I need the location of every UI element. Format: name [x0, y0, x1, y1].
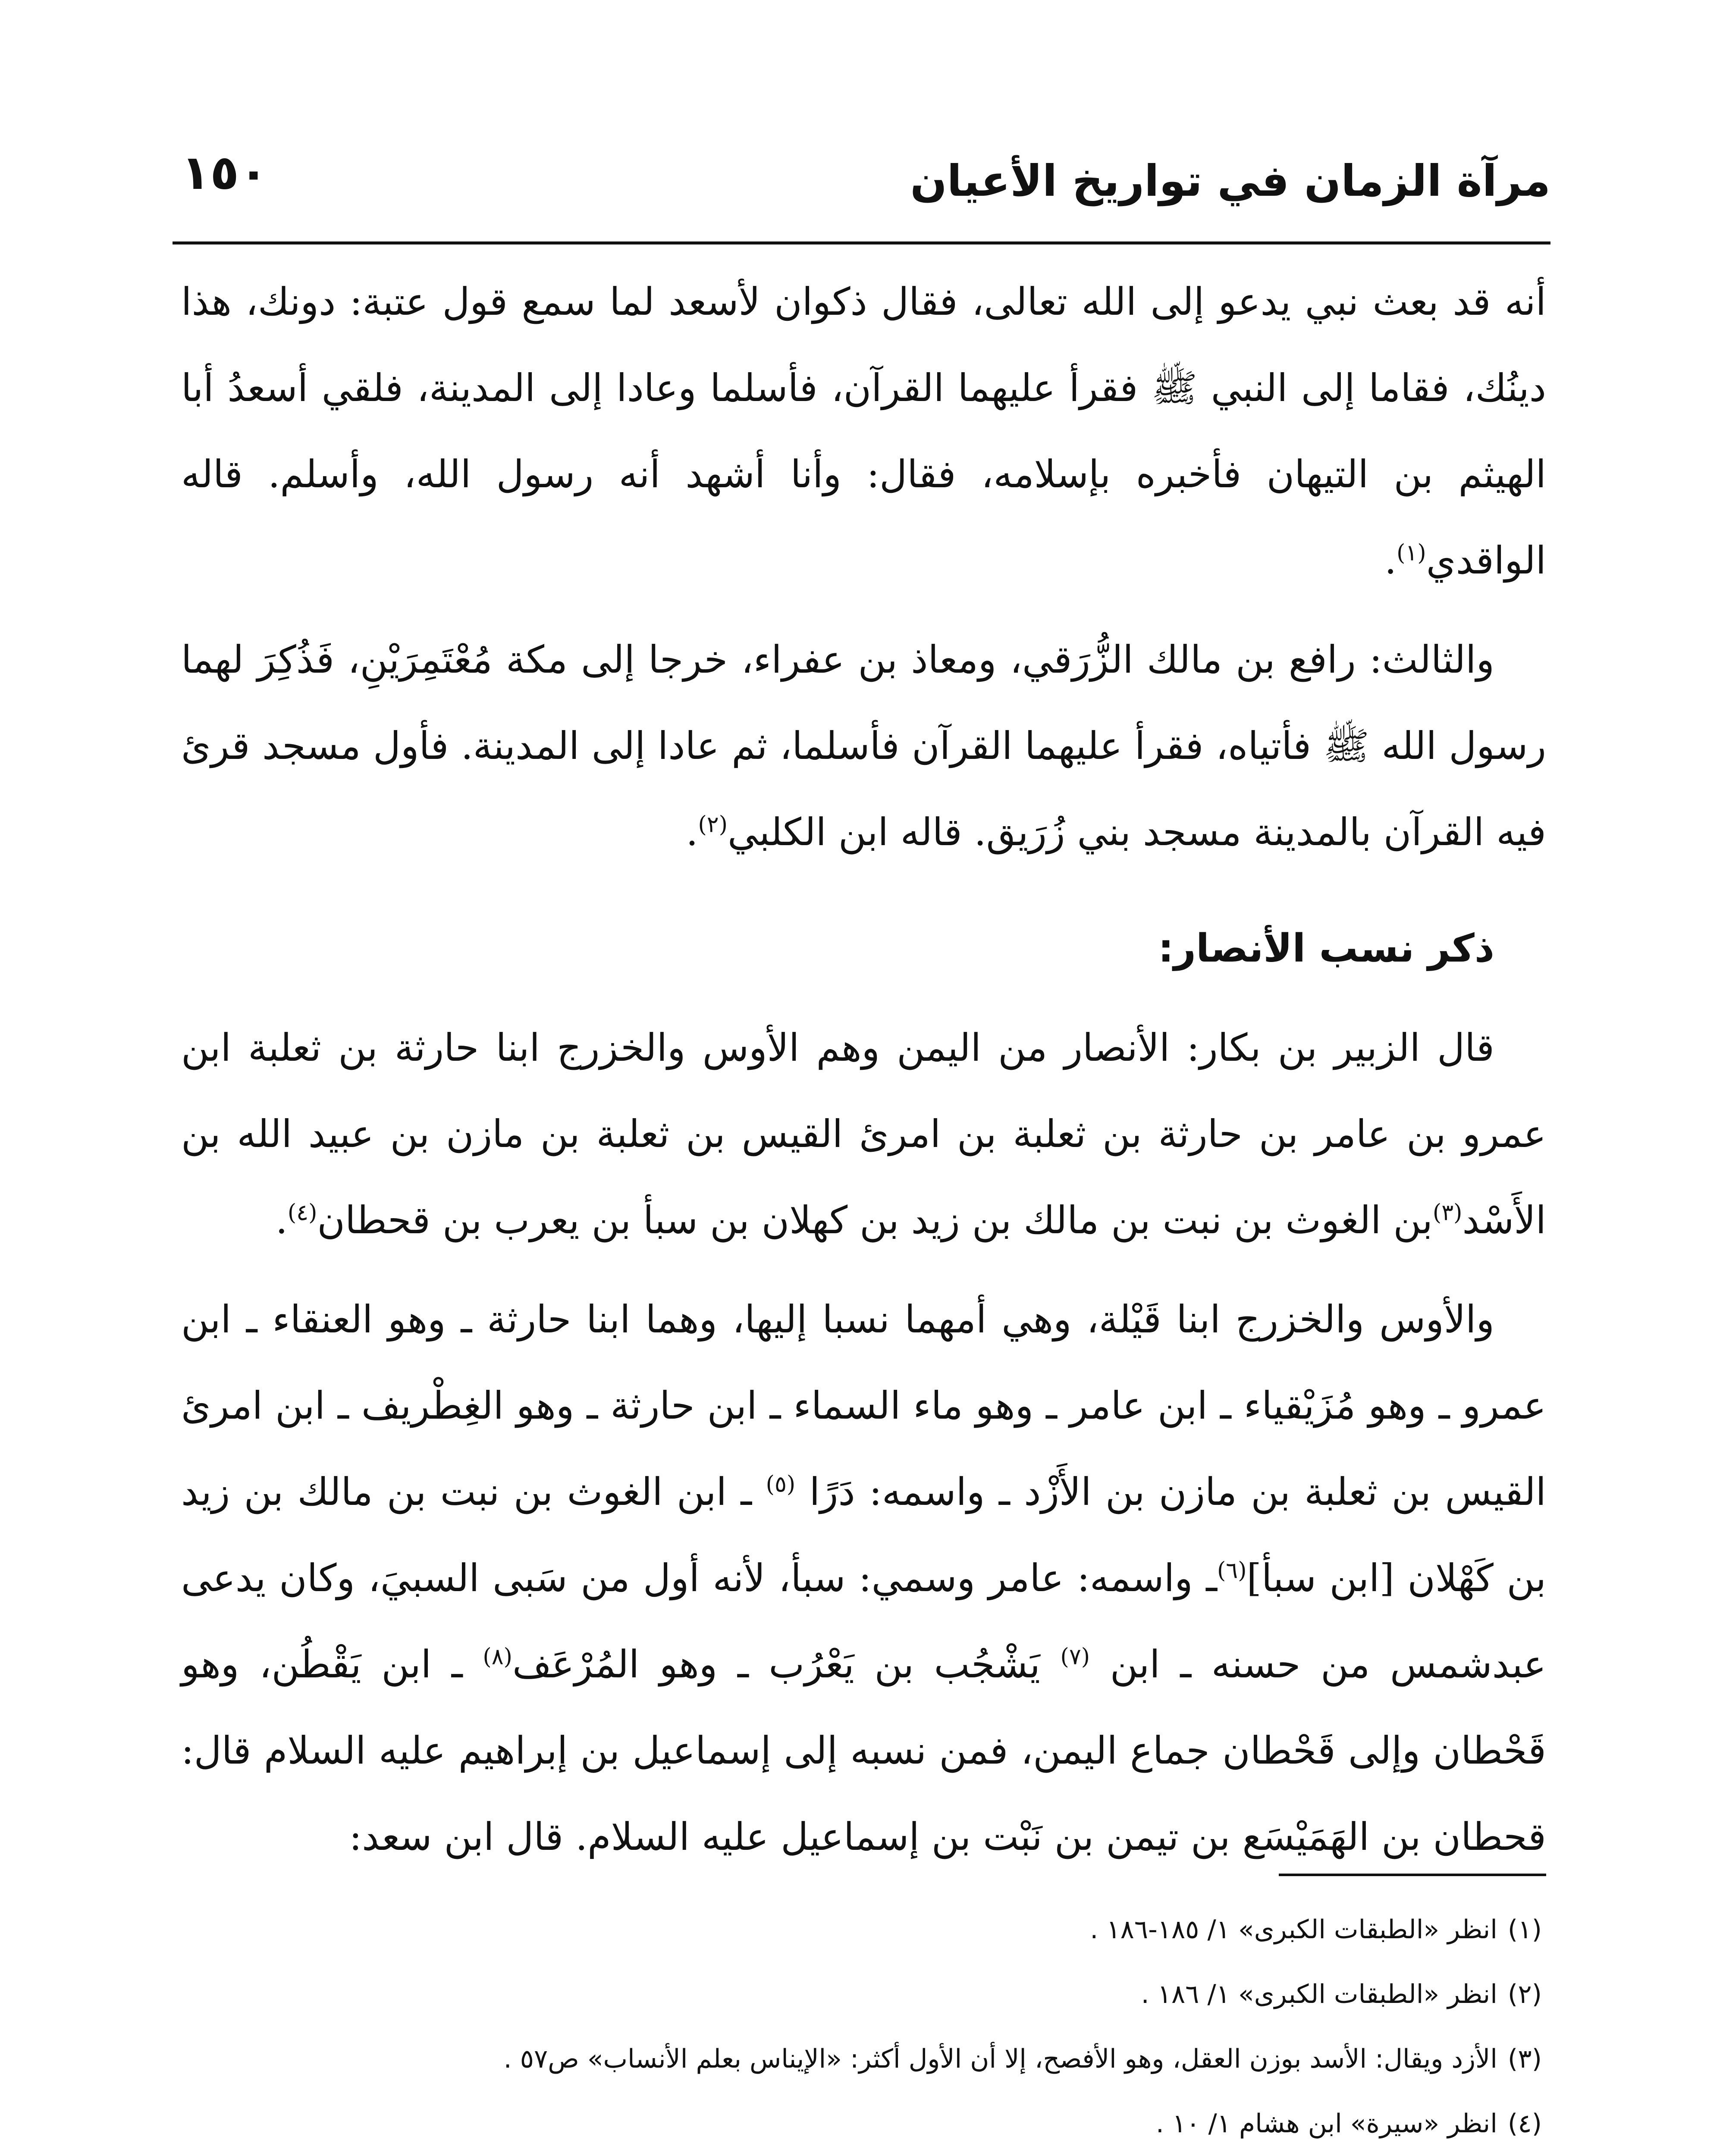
- paragraph-1: [181, 259, 1546, 604]
- footnote-ref-3[interactable]: (٣): [1432, 1200, 1463, 1226]
- footnote-ref-8[interactable]: (٨): [483, 1644, 512, 1670]
- paragraph-text: .: [275, 1198, 288, 1242]
- footnote-text: انظر «سيرة» ابن هشام ١/ ١٠ .: [1155, 2109, 1497, 2139]
- footnote-text: الأزد ويقال: الأسد بوزن العقل، وهو الأفصح، إلا أن الأول أكثر: «الإيناس بعلم الأنساب» ص٥٧ .: [503, 2044, 1497, 2074]
- paragraph-3: [181, 1005, 1546, 1263]
- footnote-number: (٣): [1507, 2044, 1542, 2074]
- paragraph-text: يَشْجُب بن يَعْرُب ـ وهو المُرْعَف: [512, 1642, 1061, 1686]
- paragraph-text: ـ واسمه: عامر وسمي: سبأ، لأنه أول من سَبى السبيَ، وكان يدعى عبدشمس من حسنه ـ ابن: [181, 1556, 1546, 1686]
- section-heading: ذكر نسب الأنصار:: [1158, 926, 1494, 971]
- paragraph-text: .: [686, 810, 698, 854]
- footnote-ref-1[interactable]: (١): [1397, 540, 1426, 566]
- footnote-number: (٢): [1507, 1979, 1542, 2009]
- paragraph-text: ـ ابن الغوث بن نبت بن مالك بن زيد بن كَهْلان [ابن سبأ]: [181, 1470, 1547, 1600]
- footnote-ref-6[interactable]: (٦): [1217, 1557, 1247, 1584]
- paragraph-2: [181, 617, 1546, 875]
- footnote-ref-7[interactable]: (٧): [1060, 1644, 1090, 1670]
- footnotes-list: [181, 1897, 1542, 2156]
- footnote-3: [181, 2027, 1542, 2091]
- running-header-title: مرآة الزمان في تواريخ الأعيان: [910, 156, 1550, 206]
- footnote-4: [181, 2091, 1542, 2156]
- footnote-text: انظر «الطبقات الكبرى» ١/ ١٨٥-١٨٦ .: [1090, 1915, 1497, 1945]
- header-rule: [173, 241, 1550, 244]
- footnote-separator: [1279, 1874, 1546, 1876]
- footnote-ref-5[interactable]: (٥): [766, 1471, 796, 1498]
- footnote-2: [181, 1962, 1542, 2027]
- page-number: ١٥٠: [181, 145, 268, 200]
- footnote-text: انظر «الطبقات الكبرى» ١/ ١٨٦ .: [1141, 1979, 1497, 2009]
- running-header: [173, 142, 1550, 241]
- paragraph-text: بن الغوث بن نبت بن مالك بن زيد بن كهلان بن سبأ بن يعرب بن قحطان: [317, 1198, 1433, 1242]
- paragraph-text: أنه قد بعث نبي يدعو إلى الله تعالى، فقال ذكوان لأسعد لما سمع قول عتبة: دونك، هذا دينُك، فقاما إلى النبي ﷺ فقرأ عليهما القرآن، فأسلما وعادا إلى المدينة، فلقي أسعدُ أبا الهيثم بن التيهان فأخبره بإسلامه، فقال: وأنا أشهد أنه رسول الله، وأسلم. قاله الواقدي: [181, 279, 1546, 583]
- main-text: [181, 259, 1546, 1893]
- footnote-ref-4[interactable]: (٤): [287, 1200, 317, 1226]
- paragraph-text: ـ ابن يَقْطُن، وهو قَحْطان وإلى قَحْطان جماع اليمن، فمن نسبه إلى إسماعيل بن إبراهيم عليه السلام قال: قحطان بن الهَمَيْسَع بن تيمن بن نَبْت بن إسماعيل عليه السلام. قال ابن سعد:: [181, 1642, 1546, 1859]
- paragraph-4: [181, 1276, 1546, 1880]
- paragraph-text: والثالث: رافع بن مالك الزُّرَقي، ومعاذ بن عفراء، خرجا إلى مكة مُعْتَمِرَيْنِ، فَذُكِرَ لهما رسول الله ﷺ فأتياه، فقرأ عليهما القرآن فأسلما، ثم عادا إلى المدينة. فأول مسجد قرئ فيه القرآن بالمدينة مسجد بني زُرَيق. قاله ابن الكلبي: [181, 637, 1546, 854]
- paragraph-text: والأوس والخزرج ابنا قَيْلة، وهي أمهما نسبا إليها، وهما ابنا حارثة ـ وهو العنقاء ـ ابن عمرو ـ وهو مُزَيْقياء ـ ابن عامر ـ وهو ماء السماء ـ ابن حارثة ـ وهو الغِطْريف ـ ابن امرئ القيس بن ثعلبة بن مازن بن الأَزْد ـ واسمه: دَرًا: [181, 1297, 1546, 1514]
- paragraph-text: قال الزبير بن بكار: الأنصار من اليمن وهم الأوس والخزرج ابنا حارثة بن ثعلبة ابن عمرو بن عامر بن حارثة بن ثعلبة بن امرئ القيس بن ثعلبة بن مازن بن عبيد الله بن الأَسْد: [181, 1025, 1546, 1242]
- footnote-ref-2[interactable]: (٢): [698, 812, 728, 838]
- footnote-number: (٤): [1507, 2109, 1542, 2139]
- footnote-number: (١): [1507, 1915, 1542, 1945]
- paragraph-text: .: [1384, 538, 1397, 583]
- footnote-1: [181, 1897, 1542, 1962]
